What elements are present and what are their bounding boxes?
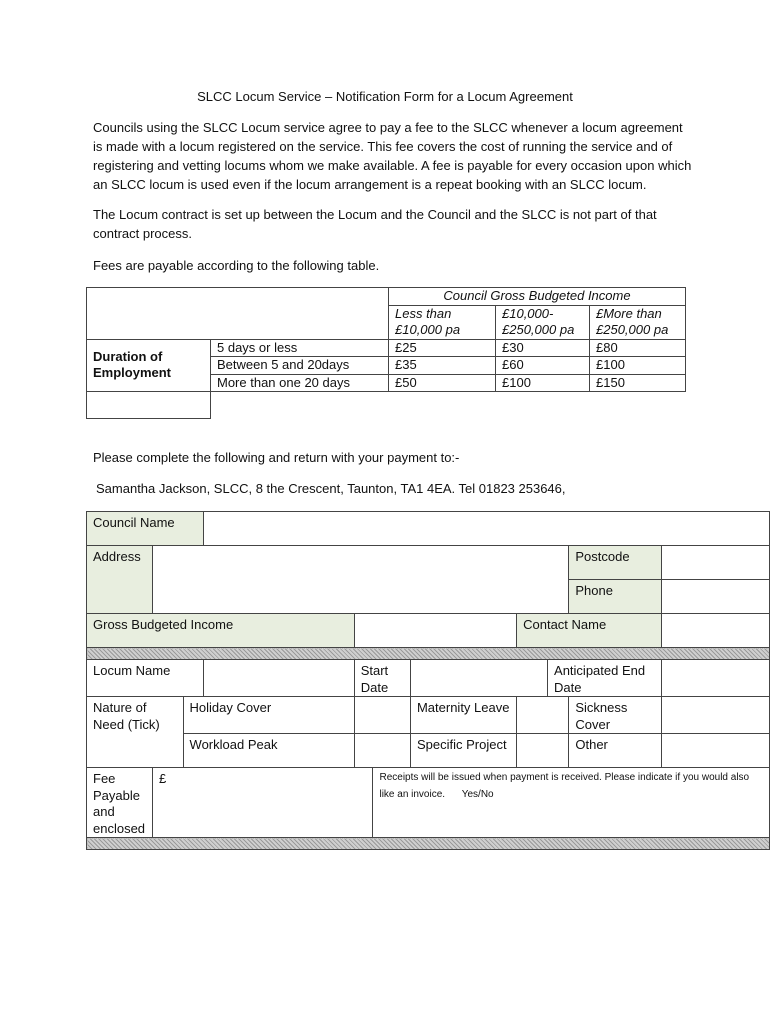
fee-col-header-small: Less than £10,000 pa <box>389 305 496 339</box>
fee-amount-field[interactable] <box>152 768 373 838</box>
council-name-field[interactable] <box>203 512 769 546</box>
form-separator <box>87 648 770 660</box>
fee-table-blank-corner <box>87 288 389 340</box>
fee-table-empty-cell <box>87 392 211 419</box>
fee-payable-label: Fee Payable and enclosed <box>87 768 153 838</box>
contact-name-field[interactable] <box>662 614 770 648</box>
page-title: SLCC Locum Service – Notification Form for a Locum Agreement <box>197 89 573 104</box>
sickness-cover-label: Sickness Cover <box>569 697 662 734</box>
postcode-field[interactable] <box>662 546 770 580</box>
fee-col-header-medium: £10,000-£250,000 pa <box>496 305 590 339</box>
fee-col-header-large: £More than £250,000 pa <box>590 305 686 339</box>
contact-name-label: Contact Name <box>517 614 662 648</box>
gross-income-field[interactable] <box>354 614 516 648</box>
start-date-label: Start Date <box>354 660 410 697</box>
duration-row-label: 5 days or less <box>211 339 389 357</box>
fee-cell: £50 <box>389 374 496 392</box>
other-tick[interactable] <box>662 734 770 768</box>
start-date-field[interactable] <box>410 660 547 697</box>
currency-symbol: £ <box>158 771 167 786</box>
receipts-note: Receipts will be issued when payment is received. Please indicate if you would also like an invoice. <box>379 772 750 800</box>
end-date-label: Anticipated End Date <box>548 660 662 697</box>
address-field[interactable] <box>152 546 568 614</box>
fee-cell: £100 <box>496 374 590 392</box>
notification-form <box>86 511 770 850</box>
invoice-yes-no[interactable]: Yes/No <box>461 788 494 800</box>
specific-project-tick[interactable] <box>517 734 569 768</box>
fee-cell: £80 <box>590 339 686 357</box>
fee-cell: £35 <box>389 357 496 375</box>
intro-paragraph: Councils using the SLCC Locum service agree to pay a fee to the SLCC whenever a locum agreement is made with a locum registered on the service. This fee covers the cost of running the service and of registering and vetting locums whom we make available. A fee is payable for every occasion upon which an SLCC locum is used even if the locum arrangement is a repeat booking with an SLCC locum. <box>93 120 692 192</box>
maternity-leave-tick[interactable] <box>517 697 569 734</box>
phone-label: Phone <box>569 580 662 614</box>
duration-row-label: More than one 20 days <box>211 374 389 392</box>
locum-name-label: Locum Name <box>87 660 204 697</box>
other-label: Other <box>569 734 662 768</box>
fee-cell: £25 <box>389 339 496 357</box>
end-date-field[interactable] <box>662 660 770 697</box>
fee-table <box>86 287 686 419</box>
maternity-leave-label: Maternity Leave <box>410 697 516 734</box>
address-label: Address <box>87 546 153 614</box>
postcode-label: Postcode <box>569 546 662 580</box>
form-footer-separator <box>87 838 770 850</box>
workload-peak-label: Workload Peak <box>183 734 354 768</box>
fee-cell: £60 <box>496 357 590 375</box>
gross-income-label: Gross Budgeted Income <box>87 614 355 648</box>
contract-paragraph: The Locum contract is set up between the Locum and the Council and the SLCC is not part of that contract process. <box>93 207 657 241</box>
duration-label: Duration of Employment <box>87 339 211 392</box>
phone-field[interactable] <box>662 580 770 614</box>
holiday-cover-tick[interactable] <box>354 697 410 734</box>
specific-project-label: Specific Project <box>410 734 516 768</box>
locum-name-field[interactable] <box>203 660 354 697</box>
instructions-text: Please complete the following and return with your payment to:- <box>93 450 460 465</box>
receipts-note-cell <box>373 768 770 838</box>
council-name-label: Council Name <box>87 512 204 546</box>
nature-of-need-label: Nature of Need (Tick) <box>87 697 184 768</box>
workload-peak-tick[interactable] <box>354 734 410 768</box>
fee-table-group-header: Council Gross Budgeted Income <box>389 288 686 306</box>
fee-cell: £150 <box>590 374 686 392</box>
fee-cell: £100 <box>590 357 686 375</box>
fees-paragraph: Fees are payable according to the following table. <box>93 258 380 273</box>
holiday-cover-label: Holiday Cover <box>183 697 354 734</box>
sickness-cover-tick[interactable] <box>662 697 770 734</box>
fee-cell: £30 <box>496 339 590 357</box>
return-address: Samantha Jackson, SLCC, 8 the Crescent, Taunton, TA1 4EA. Tel 01823 253646, <box>96 481 566 496</box>
duration-row-label: Between 5 and 20days <box>211 357 389 375</box>
